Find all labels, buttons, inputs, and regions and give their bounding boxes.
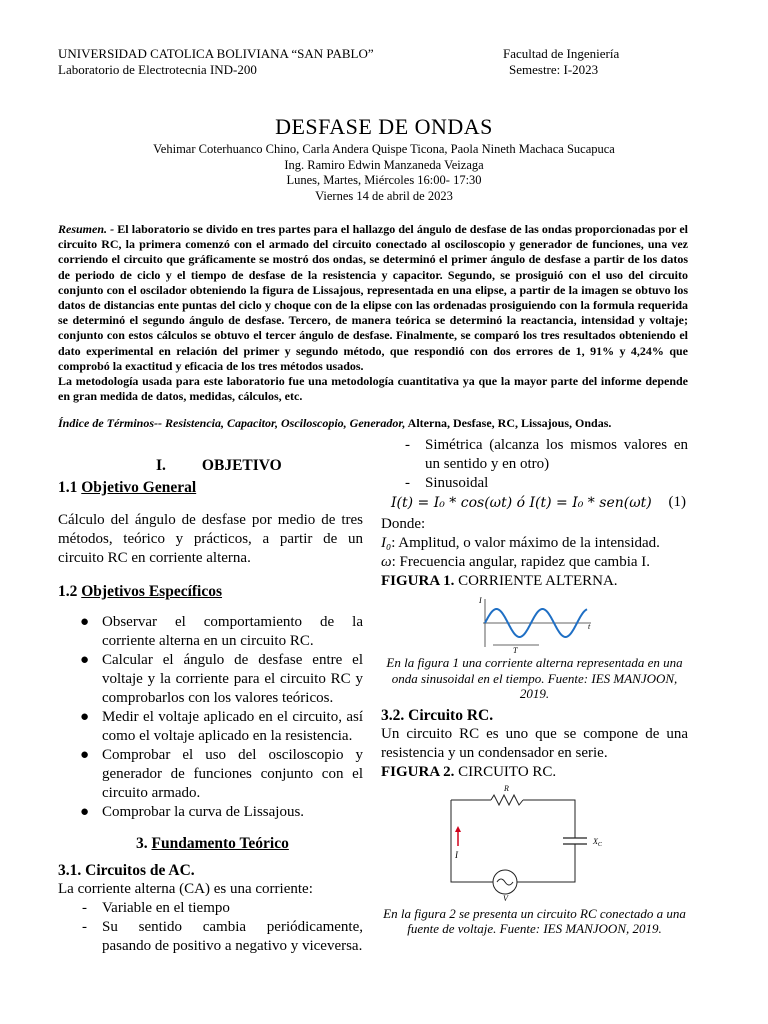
list-item: - Variable en el tiempo <box>82 900 230 916</box>
definition-omega <box>381 553 688 572</box>
subsection-1-2-number: 1.2 <box>58 583 82 600</box>
index-bold-terms: Alterna, Desfase, RC, Lissajous, Ondas. <box>405 416 612 430</box>
list-item: - Sinusoidal <box>405 475 489 491</box>
section-3-title: Fundamento Teórico <box>151 835 289 852</box>
current-label: I <box>455 849 458 860</box>
index-label: Índice de Términos-- <box>58 416 162 430</box>
figure-1-title-text: CORRIENTE ALTERNA. <box>454 573 618 589</box>
subsection-3-1-heading: 3.1. Circuitos de AC. <box>58 862 195 879</box>
semester: Semestre: I-2023 <box>509 62 599 77</box>
resistor-symbol <box>491 795 523 805</box>
axis-label-i: I <box>479 596 482 605</box>
subsection-3-2-heading: 3.2. Circuito RC. <box>381 706 494 724</box>
instructor-line: Ing. Ramiro Edwin Manzaneda Veizaga <box>284 157 484 172</box>
equation-1 <box>381 493 688 515</box>
left-column <box>58 456 363 956</box>
figure-1-label: FIGURA 1. <box>381 573 455 589</box>
index-italic-terms: Resistencia, Capacitor, Osciloscopio, Generador, <box>162 416 406 430</box>
section-1-title: OBJETIVO <box>201 457 282 474</box>
section-3-number: 3. <box>136 835 152 852</box>
right-column <box>381 436 688 937</box>
schedule-line: Lunes, Martes, Miércoles 16:00- 17:30 <box>286 173 482 187</box>
figure-2-title <box>381 763 688 782</box>
figure-1-caption: En la figura 1 una corriente alterna representada en una onda sinusoidal en el tiempo. Fuente: IES MANJOON, 2019. <box>386 655 683 701</box>
abstract-methodology: La metodología usada para este laboratorio fue una metodología cuantitativa ya que la mayor parte del informe depende en gran medida de datos, medidas, cálculos, etc. <box>58 374 688 404</box>
authors-block <box>0 142 768 204</box>
date-line: Viernes 14 de abril de 2023 <box>315 188 453 203</box>
current-arrow-head-icon <box>455 826 461 832</box>
subsection-1-2-heading <box>58 582 363 601</box>
symbol-i0: I₀ <box>381 535 392 551</box>
list-item: ● Medir el voltaje aplicado en el circuito, así como el voltaje aplicado en la resistencia. <box>80 709 363 744</box>
definition-i0 <box>381 534 688 553</box>
authors-line: Vehimar Coterhuanco Chino, Carla Andera Quispe Ticona, Paola Nineth Machaca Sucapuca <box>153 142 615 156</box>
resistor-label: R <box>504 783 509 793</box>
university-name: UNIVERSIDAD CATOLICA BOLIVIANA “SAN PABLO” <box>58 46 374 61</box>
list-item: - Su sentido cambia periódicamente, pasando de positivo a negativo y viceversa. <box>82 919 363 954</box>
subsection-1-2-title: Objetivos Específicos <box>81 583 223 600</box>
wire-bottom-right <box>517 844 575 882</box>
faculty-name: Facultad de Ingeniería <box>503 46 620 61</box>
section-3-heading <box>58 834 363 853</box>
section-1-number: I. <box>156 457 166 474</box>
figure-2-rc-circuit <box>381 784 688 902</box>
figure-1-title <box>381 572 688 591</box>
source-label: V <box>503 893 508 902</box>
figure-2-label: FIGURA 2. <box>381 763 455 780</box>
abstract-label: Resumen. - <box>58 222 115 236</box>
equation-text: I(t) = I₀ * cos(ωt) ó I(t) = I₀ * sen(ωt) <box>391 495 652 511</box>
subsection-1-1-title: Objetivo General <box>81 479 197 496</box>
ac-list-left <box>58 899 363 956</box>
figure-2-title-text: CIRCUITO RC. <box>454 763 557 780</box>
figure-1-sine-wave <box>381 593 688 653</box>
definition-i0-text: : Amplitud, o valor máximo de la intensidad. <box>391 535 660 551</box>
reactance-label: $X_C$ <box>593 836 602 848</box>
ac-list-right <box>381 436 688 493</box>
index-terms <box>58 416 738 431</box>
list-item: ● Comprobar la curva de Lissajous. <box>80 804 305 820</box>
subsection-1-1-heading <box>58 478 363 497</box>
paper-title: DESFASE DE ONDAS <box>275 114 493 139</box>
definition-omega-text: : Frecuencia angular, rapidez que cambia I. <box>391 554 651 570</box>
specific-objectives-list <box>58 613 363 822</box>
equation-number: (1) <box>668 494 686 510</box>
period-label: T <box>513 646 518 653</box>
section-1-heading <box>58 456 363 478</box>
donde-label: Donde: <box>381 516 426 532</box>
general-objective-text: Cálculo del ángulo de desfase por medio de tres métodos, teórico y prácticos, a partir de un circuito RC en corriente alterna. <box>58 512 363 566</box>
abstract-text: El laboratorio se divido en tres partes para el hallazgo del ángulo de desfase de las ondas proporcionadas por el circuito RC, la primera comenzó con el armado del circuito conectado al osciloscopio y generador de funciones, una vez corriendo el circuito que gráficamente se mostró dos ondas, se determinó el primer ángulo de desfase a partir de los datos de periodo de ciclo y el tiempo de desfase de la resistencia y capacitor. Segundo, se prosiguió con el uso del circuito conjunto con el oscilador obteniendo la figura de Lissajous, representada en una elipse, a partir de la imagen se obtuvo los datos de distancias ente puntas del ciclo y choque con de la elipse con las ordenadas prosiguiendo con la formula requerida se determinó el segundo ángulo de desfase. Tercero, de manera teórica se determinó la reactancia, intensidad y voltaje; conjunto con estos cálculos se obtuvo el tercer ángulo de desfase. Finalmente, se comparó los tres resultados obteniendo el dato experimental en relación del primer y segundo método, que respondió con dos errores de 1, 91% y 4,24% que comprobó la exactitud y eficacia de los tres métodos usados. <box>58 222 688 373</box>
abstract <box>58 222 688 404</box>
lab-name: Laboratorio de Electrotecnia IND-200 <box>58 62 257 77</box>
list-item: ● Calcular el ángulo de desfase entre el voltaje y la corriente para el circuito RC y comprobarlos con los valores teóricos. <box>80 652 363 706</box>
list-item: ● Observar el comportamiento de la corriente alterna en un circuito RC. <box>80 614 363 649</box>
rc-description: Un circuito RC es uno que se compone de una resistencia y un condensador en serie. <box>381 725 688 761</box>
symbol-omega: ω <box>381 554 392 570</box>
subsection-1-1-number: 1.1 <box>58 479 82 496</box>
list-item: ● Comprobar el uso del osciloscopio y generador de funciones conjunto con el circuito armado. <box>80 747 363 801</box>
axis-label-t: t <box>588 622 591 631</box>
list-item: - Simétrica (alcanza los mismos valores en un sentido y en otro) <box>405 437 688 472</box>
figure-2-caption: En la figura 2 se presenta un circuito RC conectado a una fuente de voltaje. Fuente: IES MANJOON, 2019. <box>383 905 686 936</box>
ac-intro: La corriente alterna (CA) es una corriente: <box>58 881 313 897</box>
wire-top-right <box>523 800 575 838</box>
